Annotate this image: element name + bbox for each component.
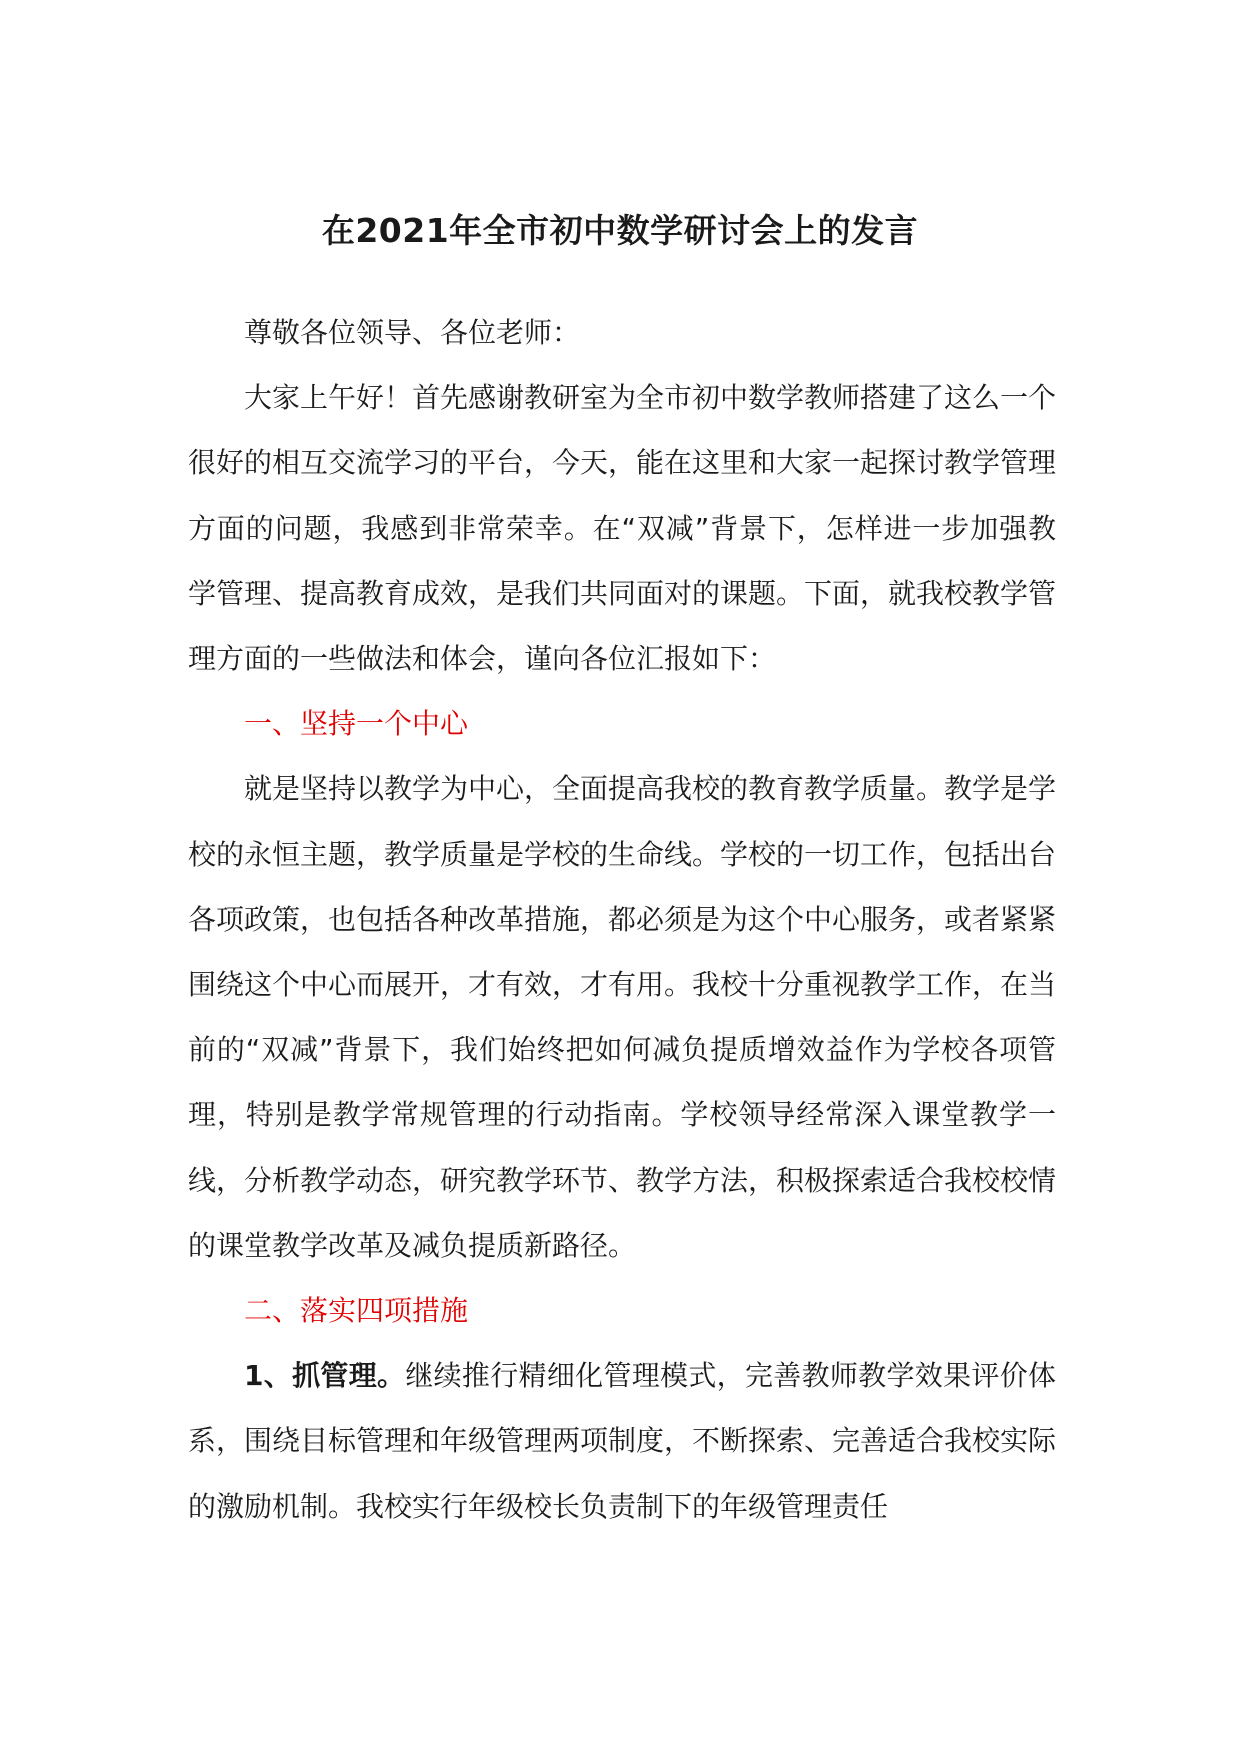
intro-paragraph: 大家上午好！首先感谢教研室为全市初中数学教师搭建了这么一个很好的相互交流学习的平台，今天，能在这里和大家一起探讨教学管理方面的问题，我感到非常荣幸。在“双减”背景下，怎样进一步加强教学管理、提高教育成效，是我们共同面对的课题。下面，就我校教学管理方面的一些做法和体会，谨向各位汇报如下： xyxy=(188,381,1057,676)
salutation: 尊敬各位领导、各位老师： xyxy=(244,316,581,349)
section-heading-2: 二、落实四项措施 xyxy=(244,1294,469,1328)
document-body xyxy=(188,300,1056,1539)
section-2-item-1-paragraph xyxy=(188,1343,1056,1539)
item-1-label: 1、抓管理。 xyxy=(244,1359,406,1393)
section-heading-1: 一、坚持一个中心 xyxy=(244,707,469,741)
section-1-paragraph: 就是坚持以教学为中心，全面提高我校的教育教学质量。教学是学校的永恒主题，教学质量是学校的生命线。学校的一切工作，包括出台各项政策，也包括各种改革措施，都必须是为这个中心服务，或者紧紧围绕这个中心而展开，才有效，才有用。我校十分重视教学工作，在当前的“双减”背景下，我们始终把如何减负提质增效益作为学校各项管理，特别是教学常规管理的行动指南。学校领导经常深入课堂教学一线，分析教学动态，研究教学环节、教学方法，积极探索适合我校校情的课堂教学改革及减负提质新路径。 xyxy=(188,772,1057,1262)
item-1-text: 继续推行精细化管理模式，完善教师教学效果评价体系，围绕目标管理和年级管理两项制度，不断探索、完善适合我校实际的激励机制。我校实行年级校长负责制下的年级管理责任 xyxy=(188,1359,1057,1523)
document-title: 在2021年全市初中数学研讨会上的发言 xyxy=(321,211,919,250)
